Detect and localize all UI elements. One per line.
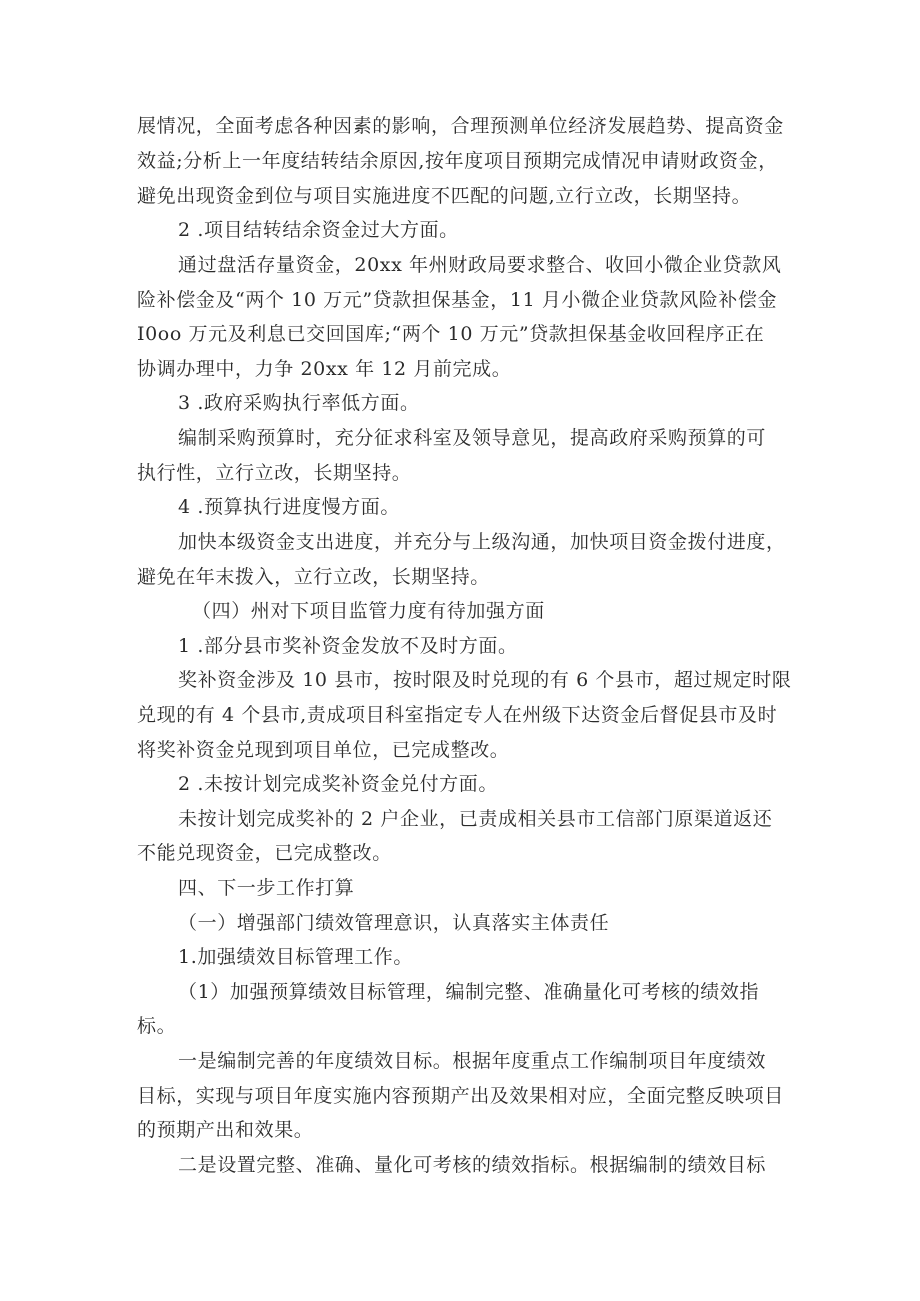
text-line: 目标，实现与项目年度实施内容预期产出及效果相对应，全面完整反映项目 [137,1085,784,1107]
text-line: 加快本级资金支出进度，并充分与上级沟通，加快项目资金拨付进度， [178,531,786,553]
text-line: 标。 [137,1015,177,1037]
text-line: 效益;分析上一年度结转结余原因,按年度项目预期完成情况申请财政资金， [137,150,778,172]
text-line: 一是编制完善的年度绩效目标。根据年度重点工作编制项目年度绩效 [178,1050,767,1072]
text-line: 险补偿金及“两个 10 万元”贷款担保基金，11 月小微企业贷款风险补偿金 [137,289,778,311]
heading-item-2: 2 .项目结转结余资金过大方面。 [178,219,459,241]
subsection-heading-1: （一）增强部门绩效管理意识，认真落实主体责任 [178,912,610,934]
section-heading-next-steps: 四、下一步工作打算 [178,877,355,899]
text-line: 兑现的有 4 个县市,责成项目科室指定专人在州级下达资金后督促县市及时 [137,704,778,726]
text-line: 避免在年末拨入，立行立改，长期坚持。 [137,566,490,588]
heading-item-3: 3 .政府采购执行率低方面。 [178,392,420,414]
text-line: （1）加强预算绩效目标管理，编制完整、准确量化可考核的绩效指 [178,981,760,1003]
text-line: 奖补资金涉及 10 县市，按时限及时兑现的有 6 个县市，超过规定时限 [178,669,792,691]
text-line: 避免出现资金到位与项目实施进度不匹配的问题,立行立改，长期坚持。 [137,185,752,207]
text-line: 二是设置完整、准确、量化可考核的绩效指标。根据编制的绩效目标 [178,1154,767,1176]
text-line: I0oo 万元及利息已交回国库;“两个 10 万元”贷款担保基金收回程序正在 [137,323,765,345]
heading-item-1: 1 .部分县市奖补资金发放不及时方面。 [178,635,518,657]
text-line: 展情况，全面考虑各种因素的影响，合理预测单位经济发展趋势、提高资金 [137,115,784,137]
text-line: 未按计划完成奖补的 2 户企业，已责成相关县市工信部门原渠道返还 [178,808,773,830]
text-line: 执行性，立行立改，长期坚持。 [137,462,412,484]
text-line: 将奖补资金兑现到项目单位，已完成整改。 [137,739,510,761]
text-line: 不能兑现资金，已完成整改。 [137,842,392,864]
heading-item-2b: 2 .未按计划完成奖补资金兑付方面。 [178,773,498,795]
text-line: 协调办理中，力争 20xx 年 12 月前完成。 [137,358,512,380]
text-line: 通过盘活存量资金，20xx 年州财政局要求整合、收回小微企业贷款风 [178,254,782,276]
text-line: 的预期产出和效果。 [137,1119,314,1141]
heading-item-1b: 1.加强绩效目标管理工作。 [178,946,413,968]
text-line: 编制采购预算时，充分征求科室及领导意见，提高政府采购预算的可 [178,427,767,449]
heading-item-4: 4 .预算执行进度慢方面。 [178,496,400,518]
section-heading-4: （四）州对下项目监管力度有待加强方面 [192,600,545,622]
